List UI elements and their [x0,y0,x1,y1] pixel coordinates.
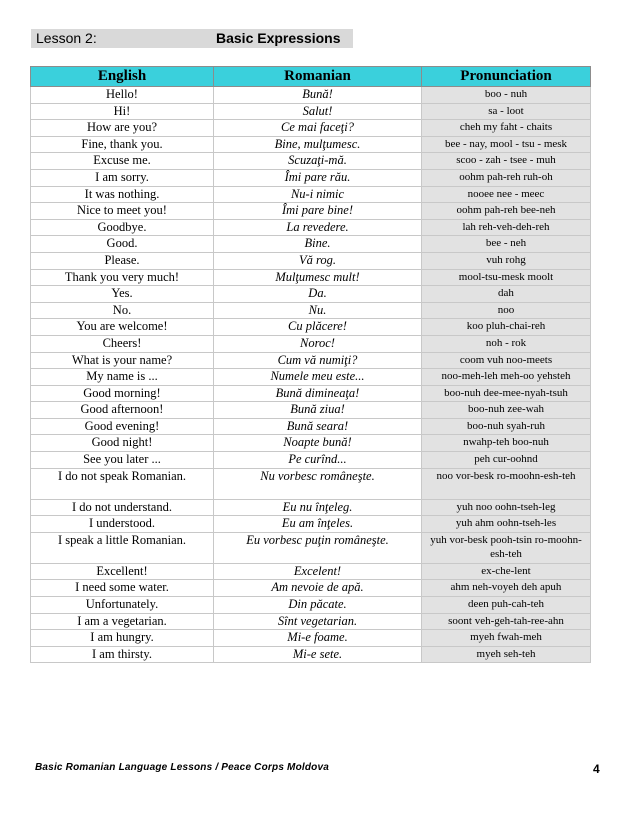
english-cell: Cheers! [31,335,214,352]
pronunciation-cell: vuh rohg [422,252,591,269]
column-header-english: English [31,67,214,87]
romanian-cell: Îmi pare bine! [214,203,422,220]
table-row [31,335,591,352]
table-row [31,630,591,647]
table-body [31,87,591,663]
pronunciation-cell: dah [422,286,591,303]
romanian-cell: Mi-e foame. [214,630,422,647]
table-row [31,169,591,186]
english-cell: I am a vegetarian. [31,613,214,630]
table-row [31,286,591,303]
romanian-cell: Pe curînd... [214,452,422,469]
english-cell: Good evening! [31,418,214,435]
pronunciation-cell: mool-tsu-mesk moolt [422,269,591,286]
pronunciation-cell: boo-nuh zee-wah [422,402,591,419]
pronunciation-cell: boo-nuh syah-ruh [422,418,591,435]
table-row [31,369,591,386]
english-cell: Excellent! [31,563,214,580]
english-cell: It was nothing. [31,186,214,203]
pronunciation-cell: bee - neh [422,236,591,253]
table-row [31,136,591,153]
romanian-cell: Nu vorbesc româneşte. [214,468,422,499]
pronunciation-cell: ahm neh-voyeh deh apuh [422,580,591,597]
english-cell: Excuse me. [31,153,214,170]
english-cell: I speak a little Romanian. [31,532,214,563]
table-row [31,319,591,336]
romanian-cell: Da. [214,286,422,303]
romanian-cell: Mi-e sete. [214,646,422,663]
table-row [31,435,591,452]
lesson-header [31,29,353,48]
pronunciation-cell: oohm pah-reh bee-neh [422,203,591,220]
english-cell: What is your name? [31,352,214,369]
romanian-cell: Mulţumesc mult! [214,269,422,286]
romanian-cell: Noapte bună! [214,435,422,452]
table-row [31,452,591,469]
english-cell: Goodbye. [31,219,214,236]
table-row [31,302,591,319]
romanian-cell: Eu am înţeles. [214,516,422,533]
english-cell: Good. [31,236,214,253]
table-row [31,646,591,663]
table-header-row [31,67,591,87]
english-cell: I am hungry. [31,630,214,647]
table-row [31,532,591,563]
pronunciation-cell: sa - loot [422,103,591,120]
romanian-cell: Cum vă numiţi? [214,352,422,369]
pronunciation-cell: boo-nuh dee-mee-nyah-tsuh [422,385,591,402]
footer-text: Basic Romanian Language Lessons / Peace Corps Moldova [35,762,330,773]
english-cell: Hello! [31,87,214,104]
english-cell: How are you? [31,120,214,137]
table-row [31,402,591,419]
column-header-pronunciation: Pronunciation [422,67,591,87]
romanian-cell: Noroc! [214,335,422,352]
table-row [31,613,591,630]
pronunciation-cell: soont veh-geh-tah-ree-ahn [422,613,591,630]
english-cell: Nice to meet you! [31,203,214,220]
table-row [31,516,591,533]
pronunciation-cell: peh cur-oohnd [422,452,591,469]
table-row [31,580,591,597]
romanian-cell: Numele meu este... [214,369,422,386]
romanian-cell: Salut! [214,103,422,120]
english-cell: Unfortunately. [31,597,214,614]
table-row [31,87,591,104]
table-row [31,499,591,516]
table-row [31,203,591,220]
pronunciation-cell: nooee nee - meec [422,186,591,203]
romanian-cell: Eu vorbesc puţin româneşte. [214,532,422,563]
pronunciation-cell: noh - rok [422,335,591,352]
pronunciation-cell: bee - nay, mool - tsu - mesk [422,136,591,153]
table-row [31,352,591,369]
lesson-title: Basic Expressions [216,30,341,46]
table-row [31,418,591,435]
romanian-cell: Eu nu înţeleg. [214,499,422,516]
pronunciation-cell: cheh my faht - chaits [422,120,591,137]
english-cell: Fine, thank you. [31,136,214,153]
romanian-cell: Bine. [214,236,422,253]
romanian-cell: Din păcate. [214,597,422,614]
pronunciation-cell: yuh noo oohn-tseh-leg [422,499,591,516]
table-row [31,252,591,269]
pronunciation-cell: lah reh-veh-deh-reh [422,219,591,236]
table-row [31,385,591,402]
page-number: 4 [593,762,600,776]
table-row [31,186,591,203]
pronunciation-cell: nwahp-teh boo-nuh [422,435,591,452]
table-row [31,468,591,499]
pronunciation-cell: boo - nuh [422,87,591,104]
pronunciation-cell: scoo - zah - tsee - muh [422,153,591,170]
romanian-cell: Nu-i nimic [214,186,422,203]
table-row [31,120,591,137]
romanian-cell: Bună! [214,87,422,104]
romanian-cell: Nu. [214,302,422,319]
english-cell: Good afternoon! [31,402,214,419]
romanian-cell: La revedere. [214,219,422,236]
pronunciation-cell: koo pluh-chai-reh [422,319,591,336]
table-row [31,269,591,286]
table-row [31,236,591,253]
romanian-cell: Excelent! [214,563,422,580]
lesson-number: Lesson 2: [36,30,97,46]
english-cell: Hi! [31,103,214,120]
romanian-cell: Am nevoie de apă. [214,580,422,597]
english-cell: I am sorry. [31,169,214,186]
english-cell: Thank you very much! [31,269,214,286]
pronunciation-cell: myeh seh-teh [422,646,591,663]
pronunciation-cell: noo vor-besk ro-moohn-esh-teh [422,468,591,499]
column-header-romanian: Romanian [214,67,422,87]
romanian-cell: Bună dimineaţa! [214,385,422,402]
english-cell: Good night! [31,435,214,452]
pronunciation-cell: ex-che-lent [422,563,591,580]
english-cell: I am thirsty. [31,646,214,663]
romanian-cell: Vă rog. [214,252,422,269]
romanian-cell: Bună seara! [214,418,422,435]
pronunciation-cell: myeh fwah-meh [422,630,591,647]
english-cell: See you later ... [31,452,214,469]
pronunciation-cell: noo-meh-leh meh-oo yehsteh [422,369,591,386]
english-cell: I do not understand. [31,499,214,516]
pronunciation-cell: oohm pah-reh ruh-oh [422,169,591,186]
english-cell: No. [31,302,214,319]
romanian-cell: Cu plăcere! [214,319,422,336]
english-cell: My name is ... [31,369,214,386]
pronunciation-cell: coom vuh noo-meets [422,352,591,369]
english-cell: Please. [31,252,214,269]
table-row [31,219,591,236]
pronunciation-cell: yuh vor-besk pooh-tsin ro-moohn-esh-teh [422,532,591,563]
romanian-cell: Îmi pare rău. [214,169,422,186]
english-cell: You are welcome! [31,319,214,336]
english-cell: Yes. [31,286,214,303]
table-row [31,103,591,120]
romanian-cell: Bine, mulţumesc. [214,136,422,153]
english-cell: I do not speak Romanian. [31,468,214,499]
romanian-cell: Bună ziua! [214,402,422,419]
romanian-cell: Sînt vegetarian. [214,613,422,630]
romanian-cell: Scuzaţi-mă. [214,153,422,170]
table-row [31,153,591,170]
english-cell: I understood. [31,516,214,533]
vocabulary-table [30,66,591,663]
english-cell: Good morning! [31,385,214,402]
pronunciation-cell: noo [422,302,591,319]
romanian-cell: Ce mai faceţi? [214,120,422,137]
pronunciation-cell: yuh ahm oohn-tseh-les [422,516,591,533]
pronunciation-cell: deen puh-cah-teh [422,597,591,614]
table-row [31,563,591,580]
table-row [31,597,591,614]
english-cell: I need some water. [31,580,214,597]
